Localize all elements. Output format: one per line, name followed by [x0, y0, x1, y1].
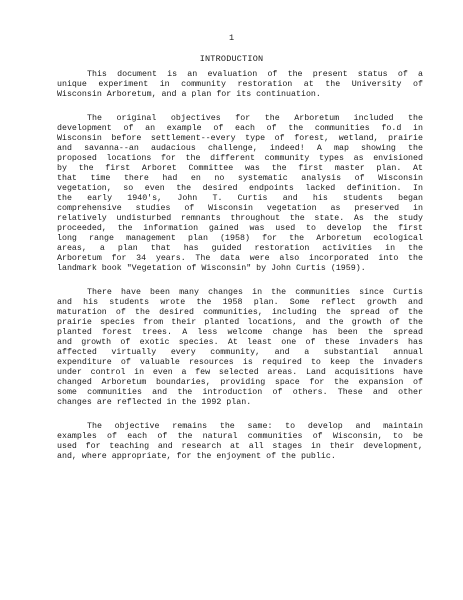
text-line: maturation of the desired communities, including the spread of the	[57, 308, 423, 317]
section-heading: INTRODUCTION	[199, 54, 264, 64]
text-line: The original objectives for the Arboretum included the	[87, 114, 423, 123]
text-line: landmark book "Vegetation of Wisconsin" by John Curtis (1959).	[57, 264, 366, 273]
text-line: changes are reflected in the 1992 plan.	[57, 398, 252, 407]
text-line: some communities and the introduction of others. These and other	[57, 388, 423, 397]
text-line: areas, a plan that has guided restoration activities in the	[57, 244, 423, 253]
text-line: the early 1940's, John T. Curtis and his students began	[57, 194, 423, 203]
text-line: used for teaching and research at all stages in their development,	[57, 442, 423, 451]
text-line: development of an example of each of the communities fo.d in	[57, 124, 423, 133]
text-line: and savanna--an audacious challenge, indeed! A map showing the	[57, 144, 423, 153]
page-number: 1	[228, 33, 235, 43]
text-line: long range management plan (1958) for the Arboretum ecological	[57, 234, 423, 243]
text-line: Arboretum for 34 years. The data were also incorporated into the	[57, 254, 423, 263]
text-line: vegetation, so even the desired endpoints lacked definition. In	[57, 184, 423, 193]
text-line: prairie species from their planted locations, and the growth of the	[57, 318, 423, 327]
text-line: unique experiment in community restoration at the University of	[57, 80, 423, 89]
text-line: comprehensive studies of Wisconsin vegetation as preserved in	[57, 204, 423, 213]
paragraph	[57, 114, 423, 274]
text-line: under control in even a few selected areas. Land acquisitions have	[57, 368, 423, 377]
text-line: that time there had en no systematic analysis of Wisconsin	[57, 174, 423, 183]
text-line: This document is an evaluation of the present status of a	[87, 70, 423, 79]
text-line: by the first Arboret Committee was the first master plan. At	[57, 164, 423, 173]
text-line: affected virtually every community, and a substantial annual	[57, 348, 423, 357]
text-line: relatively undisturbed remnants throughout the state. As the study	[57, 214, 423, 223]
text-line: Wisconsin Arboretum, and a plan for its continuation.	[57, 90, 321, 99]
text-line: There have been many changes in the communities since Curtis	[87, 288, 423, 297]
text-line: changed Arboretum boundaries, providing space for the expansion of	[57, 378, 423, 387]
text-line: proposed locations for the different community types as envisioned	[57, 154, 423, 163]
text-line: examples of each of the natural communities of Wisconsin, to be	[57, 432, 423, 441]
paragraph	[57, 70, 423, 100]
text-line: Wisconsin before settlement--every type of forest, wetland, prairie	[57, 134, 423, 143]
text-line: expenditure of valuable resources is required to keep the invaders	[57, 358, 423, 367]
text-line: and growth of exotic species. At least one of these invaders has	[57, 338, 423, 347]
text-line: planted forest trees. A less welcome change has been the spread	[57, 328, 423, 337]
text-line: and, where appropriate, for the enjoyment of the public.	[57, 452, 336, 461]
paragraph	[57, 288, 423, 408]
body-text	[57, 70, 423, 476]
text-line: and his students wrote the 1958 plan. Some reflect growth and	[57, 298, 423, 307]
text-line: The objective remains the same: to develop and maintain	[87, 422, 423, 431]
paragraph	[57, 422, 423, 462]
text-line: proceeded, the information gained was used to develop the first	[57, 224, 423, 233]
